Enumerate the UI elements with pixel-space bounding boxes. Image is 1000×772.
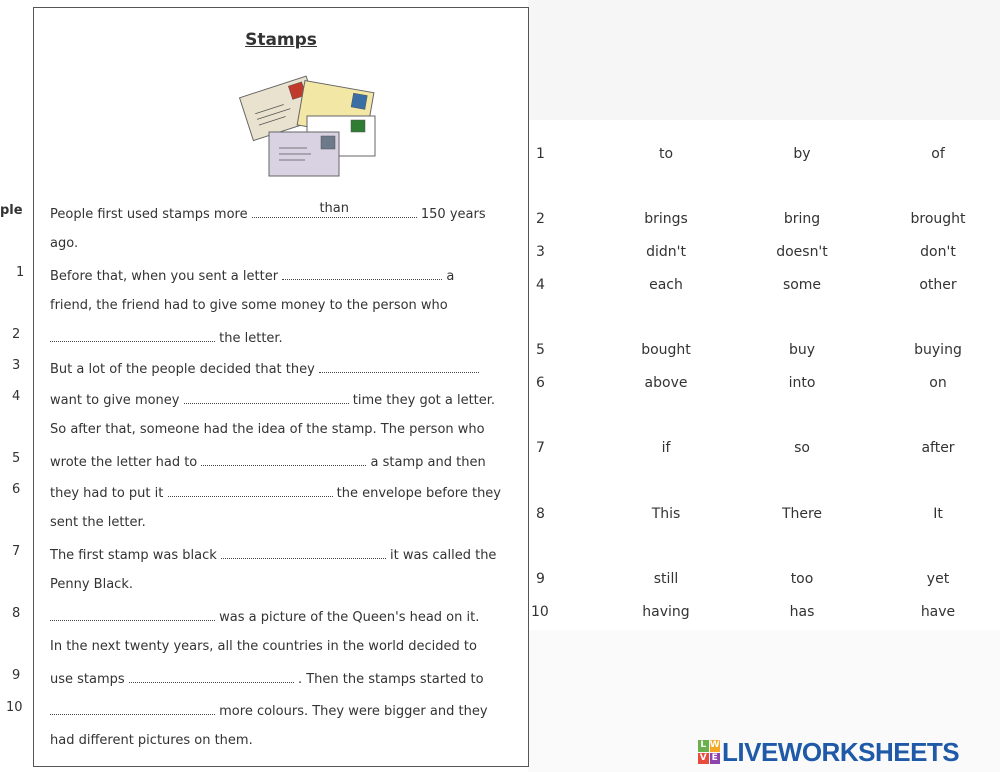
answer-blank-1[interactable] [282,267,442,280]
logo-mark-icon: L W V E [699,740,720,763]
option-b: by [793,146,811,162]
text-line: use stamps . Then the stamps started to [50,672,484,687]
option-row-number: 1 [536,146,545,162]
example-label: ple [0,203,23,218]
text-line: friend, the friend had to give some money to the person who [50,298,448,313]
option-a: to [658,146,674,162]
option-b: There [781,506,823,522]
question-number: 7 [12,544,21,559]
question-number: 8 [12,606,21,621]
text-line: ago. [50,236,79,251]
text-line: sent the letter. [50,515,146,530]
text-line: the letter. [50,329,283,346]
question-number: 1 [16,265,25,280]
option-b: so [794,440,810,456]
option-c: of [931,146,945,162]
option-row-number: 7 [536,440,545,456]
option-a: having [642,604,690,620]
option-c: have [920,604,956,620]
text-line: So after that, someone had the idea of the stamp. The person who [50,422,485,437]
answer-blank-8[interactable] [50,608,215,621]
text-line: People first used stamps more than 150 years [50,201,486,222]
option-b: some [782,277,822,293]
option-c: don't [920,244,956,260]
option-b: bring [783,211,821,227]
option-c: after [921,440,955,456]
option-a: each [649,277,683,293]
text-line: wrote the letter had to a stamp and then [50,455,486,470]
option-row-number: 2 [536,211,545,227]
background-top-right [528,0,1000,120]
question-number: 3 [12,358,21,373]
text-line: want to give money time they got a letter. [50,393,496,408]
answer-blank-5[interactable] [201,453,366,466]
answer-blank-3[interactable] [319,360,479,373]
text-line: had different pictures on them. [50,733,253,748]
text-line: But a lot of the people decided that they [50,360,479,377]
option-c: on [929,375,947,391]
option-row-number: 8 [536,506,545,522]
text-line: In the next twenty years, all the countries in the world decided to [50,639,477,654]
option-b: too [790,571,814,587]
option-row-number: 10 [531,604,549,620]
text-line: Before that, when you sent a letter a [50,269,455,284]
option-row-number: 5 [536,342,545,358]
liveworksheets-logo[interactable] [698,737,959,767]
option-a: bought [641,342,691,358]
option-row-number: 3 [536,244,545,260]
answer-blank[interactable]: than [252,205,417,218]
option-c: brought [910,211,966,227]
answer-blank-9[interactable] [129,670,294,683]
option-c: yet [926,571,950,587]
question-number: 9 [12,668,21,683]
option-a: This [651,506,681,522]
option-a: brings [644,211,688,227]
option-a: if [661,440,671,456]
option-a: above [644,375,688,391]
question-number: 2 [12,327,21,342]
option-a: didn't [646,244,686,260]
option-b: doesn't [776,244,828,260]
option-b: has [789,604,815,620]
text-line: they had to put it the envelope before they [50,486,501,501]
option-b: into [788,375,816,391]
option-row-number: 6 [536,375,545,391]
option-b: buy [788,342,816,358]
question-number: 5 [12,451,21,466]
text-line: was a picture of the Queen's head on it. [50,608,479,625]
envelopes-illustration [239,66,379,181]
answer-blank-4[interactable] [184,391,349,404]
option-c: It [933,506,943,522]
text-line: more colours. They were bigger and they [50,702,488,719]
answer-blank-6[interactable] [168,484,333,497]
brand-name: LIVEWORKSHEETS [722,736,960,767]
question-number: 10 [6,700,23,715]
question-number: 6 [12,482,21,497]
text-line: The first stamp was black it was called the [50,548,497,563]
answer-blank-7[interactable] [221,546,386,559]
option-c: buying [914,342,962,358]
option-row-number: 9 [536,571,545,587]
question-number: 4 [12,389,21,404]
option-row-number: 4 [536,277,545,293]
answer-blank-10[interactable] [50,702,215,715]
worksheet-title: Stamps [245,30,317,50]
option-a: still [653,571,679,587]
option-c: other [919,277,957,293]
text-line: Penny Black. [50,577,133,592]
answer-blank-2[interactable] [50,329,215,342]
